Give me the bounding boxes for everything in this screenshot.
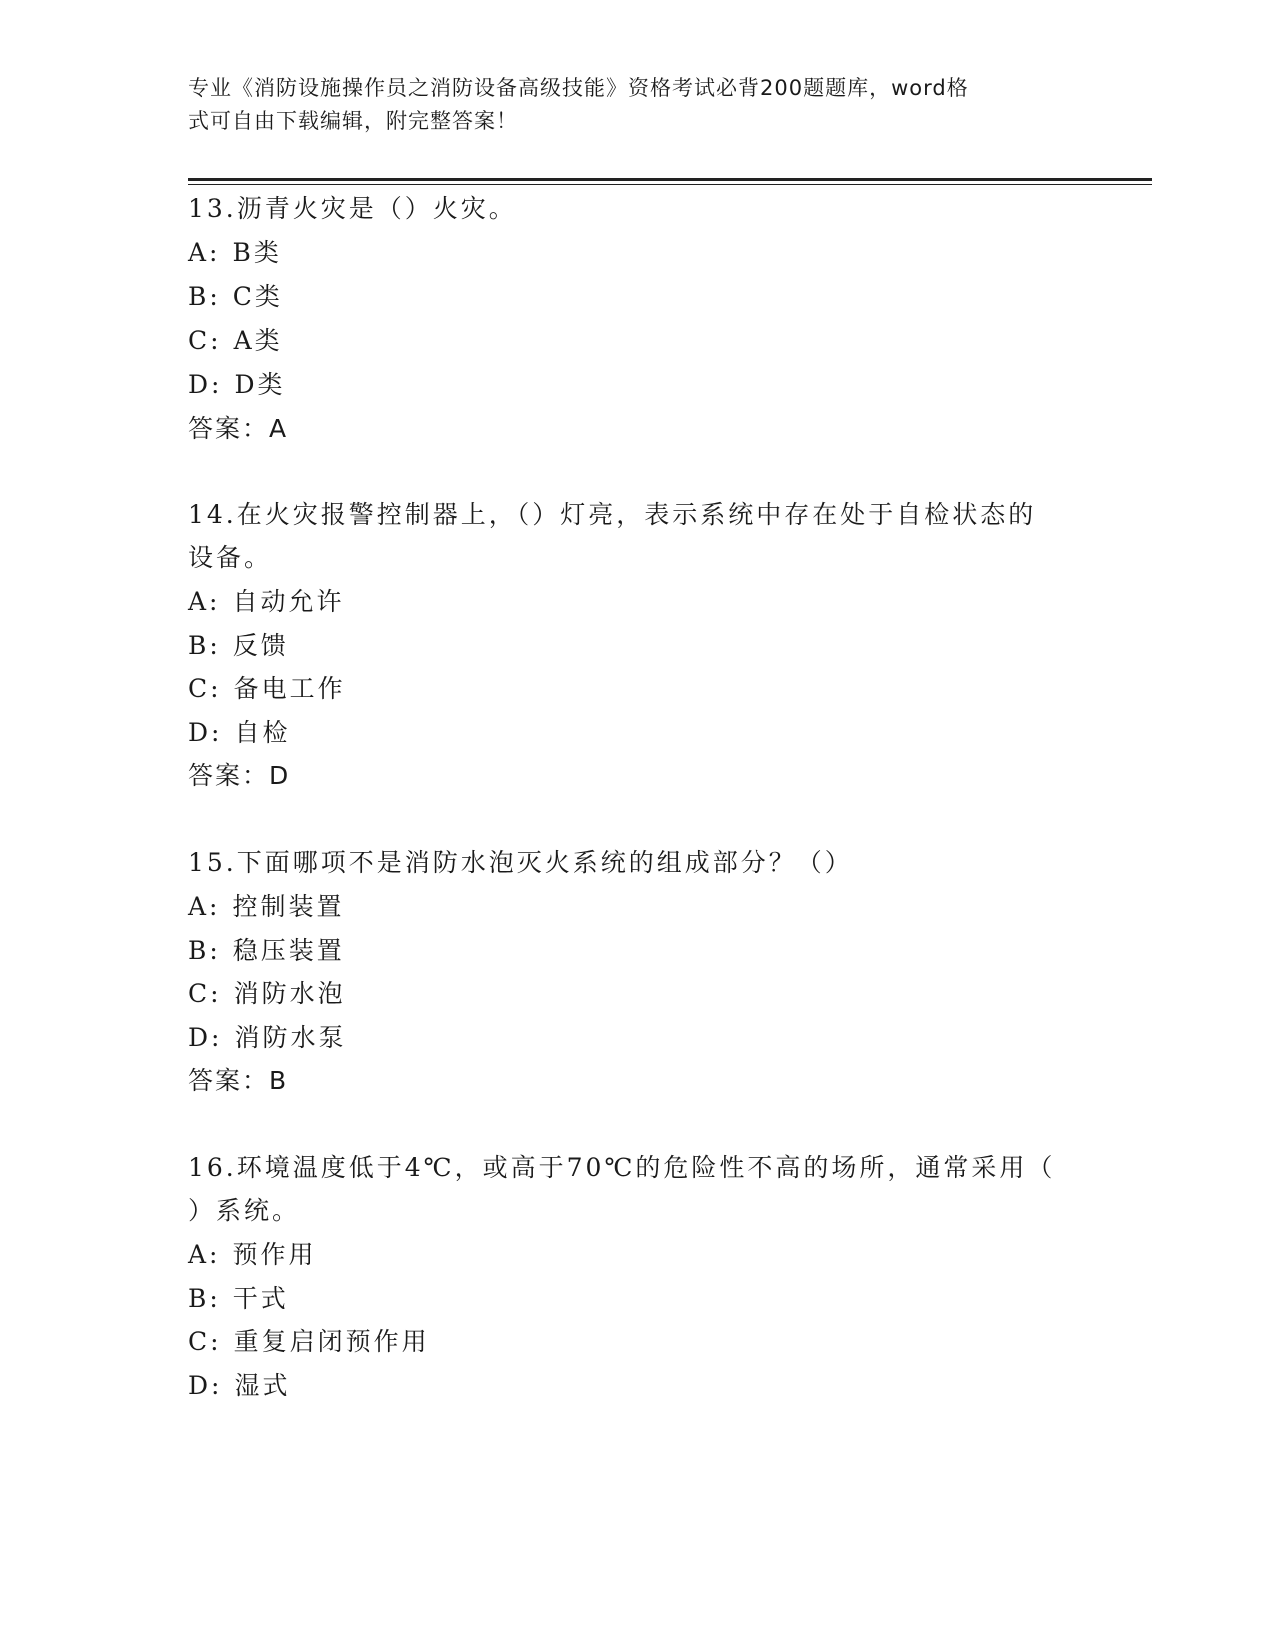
option-letter: D:: [188, 1023, 223, 1052]
question-13-option-a: [188, 230, 282, 275]
option-letter: D:: [188, 718, 223, 747]
option-letter: B:: [188, 936, 221, 965]
option-letter: A:: [188, 892, 221, 921]
question-15-option-d: [188, 1015, 346, 1060]
option-text: 消防水泵: [234, 1023, 347, 1052]
question-16-text-line-2: ）系统。: [188, 1196, 301, 1225]
question-16-text-line-1: 16.环境温度低于4℃，或高于70℃的危险性不高的场所，通常采用（: [188, 1153, 1056, 1182]
question-15-option-b: [188, 928, 345, 973]
question-13-option-d: [188, 362, 286, 407]
option-letter: C:: [188, 979, 222, 1008]
question-13-text: 13.沥青火灾是（）火灾。: [188, 194, 517, 223]
question-16-option-d: [188, 1363, 290, 1408]
document-header: [188, 72, 1068, 138]
option-text: 自动允许: [232, 587, 345, 616]
option-letter: C:: [188, 674, 222, 703]
option-letter: D:: [188, 370, 223, 399]
header-divider-thin: [188, 184, 1152, 185]
option-text: 备电工作: [233, 674, 346, 703]
question-14-option-a: [188, 579, 345, 624]
question-14-answer: 答案：D: [188, 761, 291, 790]
question-14-text-line-1: 14.在火灾报警控制器上，（）灯亮，表示系统中存在处于自检状态的: [188, 500, 1037, 529]
question-16-option-c: [188, 1319, 430, 1364]
option-letter: C:: [188, 1327, 222, 1356]
option-letter: B:: [188, 1284, 221, 1313]
header-line-2: 式可自由下载编辑，附完整答案！: [188, 109, 518, 133]
option-text: 反馈: [232, 631, 289, 660]
question-14-option-b: [188, 623, 289, 668]
option-text: C类: [232, 282, 283, 311]
question-16-option-a: [188, 1232, 317, 1277]
question-13-answer: 答案：A: [188, 414, 289, 443]
option-letter: B:: [188, 631, 221, 660]
option-letter: D:: [188, 1371, 223, 1400]
question-15-text: 15.下面哪项不是消防水泡灭火系统的组成部分？（）: [188, 848, 853, 877]
option-text: D类: [234, 370, 286, 399]
option-text: B类: [232, 238, 282, 267]
header-divider-thick: [188, 178, 1152, 181]
option-text: A类: [233, 326, 283, 355]
question-14-option-c: [188, 666, 346, 711]
option-letter: A:: [188, 587, 221, 616]
question-15-answer: 答案：B: [188, 1066, 289, 1095]
option-text: 重复启闭预作用: [233, 1327, 430, 1356]
option-text: 自检: [234, 718, 291, 747]
question-14-option-d: [188, 710, 290, 755]
option-letter: A:: [188, 238, 221, 267]
header-line-1: 专业《消防设施操作员之消防设备高级技能》资格考试必背200题题库，word格: [188, 76, 969, 100]
option-text: 消防水泡: [233, 979, 346, 1008]
question-15-option-a: [188, 884, 345, 929]
option-text: 预作用: [232, 1240, 317, 1269]
option-text: 稳压装置: [232, 936, 345, 965]
option-letter: B:: [188, 282, 221, 311]
option-letter: A:: [188, 1240, 221, 1269]
option-text: 湿式: [234, 1371, 291, 1400]
question-16-option-b: [188, 1276, 289, 1321]
option-text: 控制装置: [232, 892, 345, 921]
question-14-text-line-2: 设备。: [188, 543, 273, 572]
option-text: 干式: [232, 1284, 289, 1313]
question-15-option-c: [188, 971, 346, 1016]
question-13-option-c: [188, 318, 283, 363]
option-letter: C:: [188, 326, 222, 355]
question-13-option-b: [188, 274, 283, 319]
